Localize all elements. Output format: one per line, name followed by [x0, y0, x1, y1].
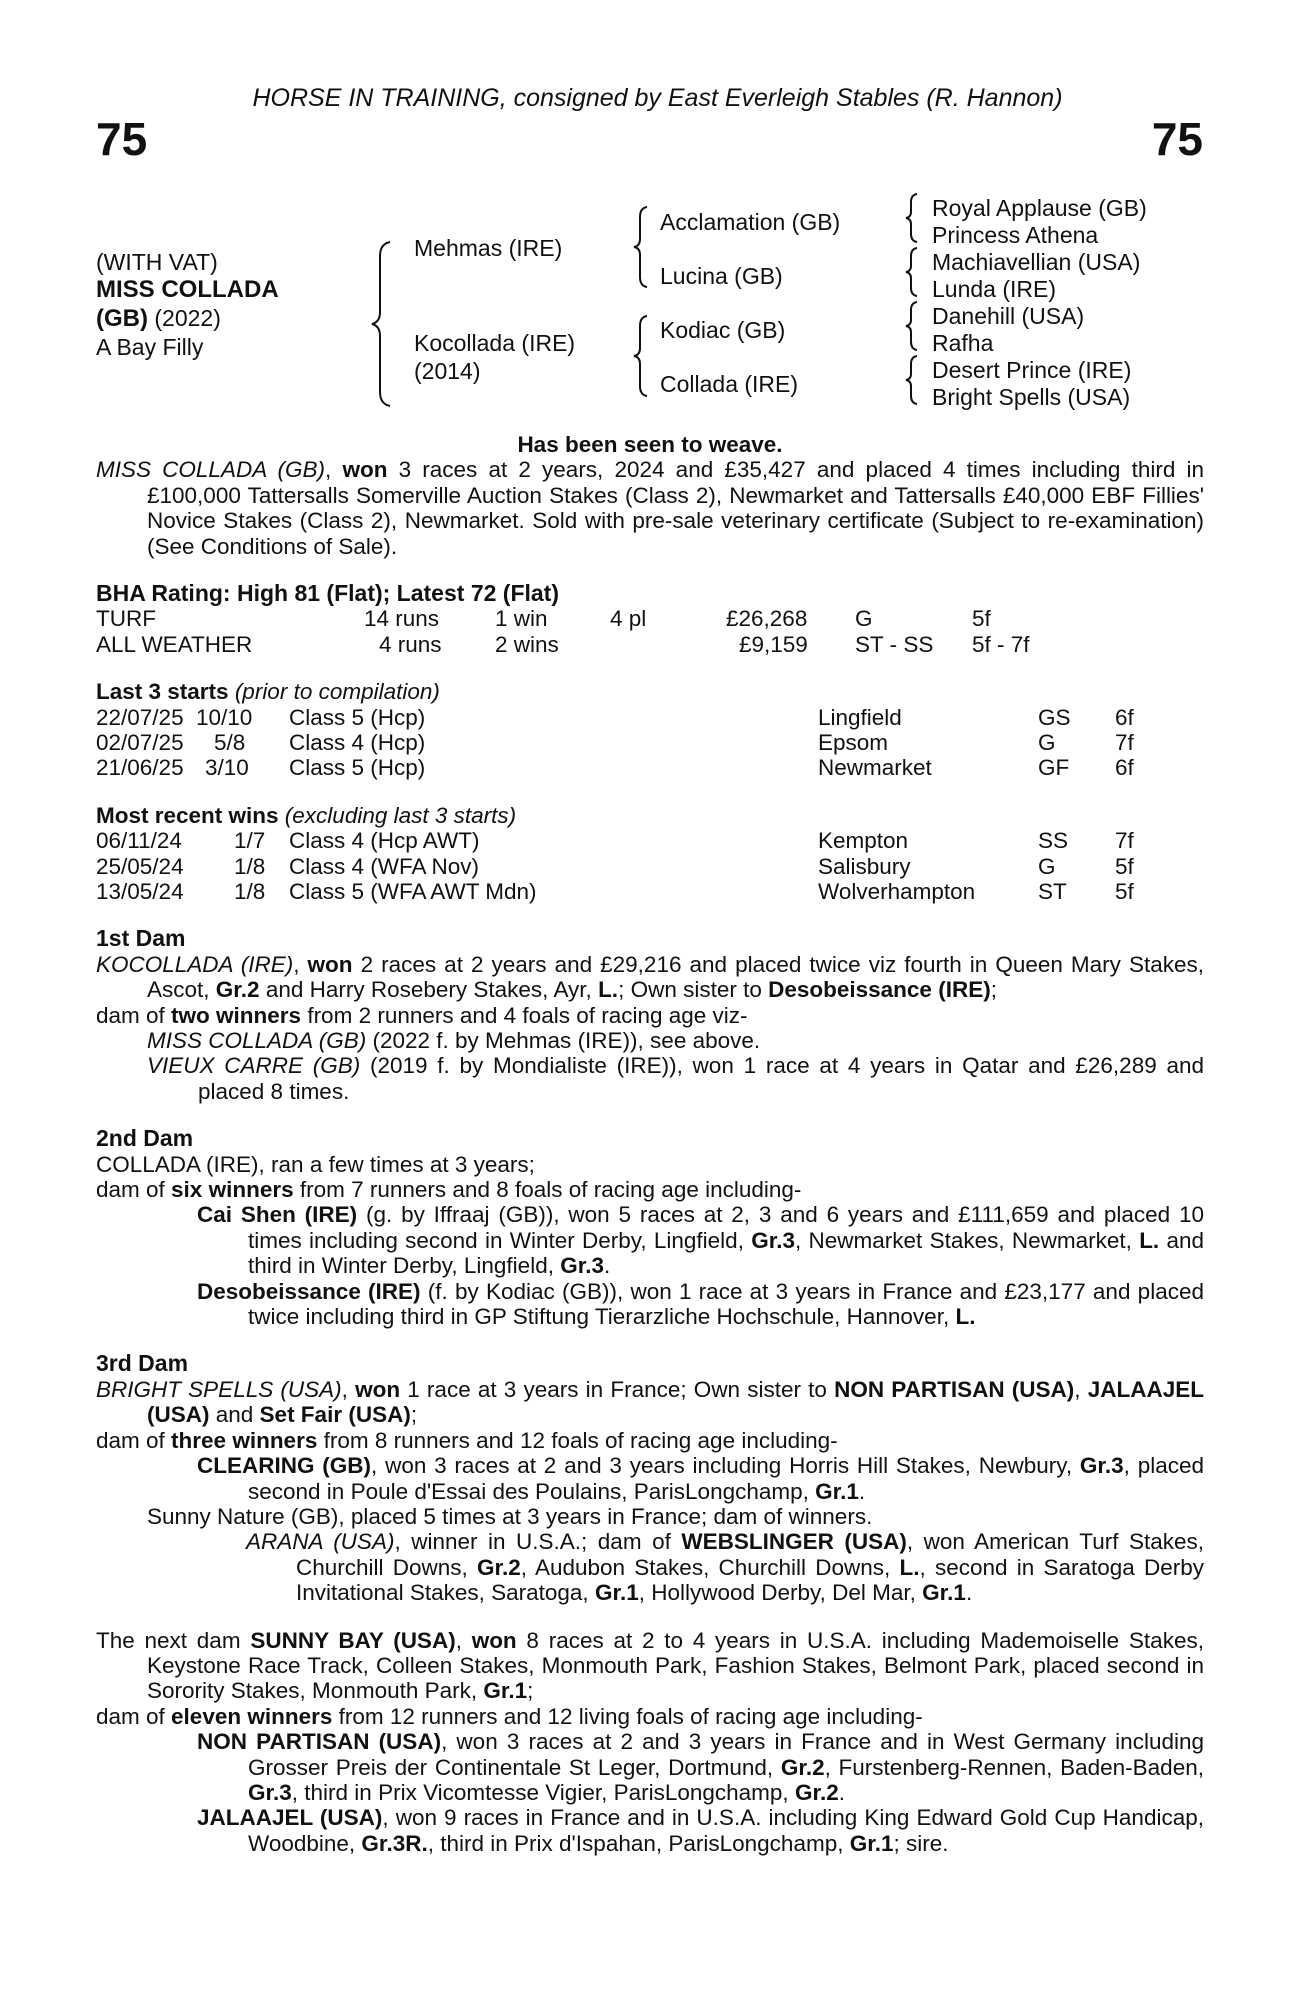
rating-dist: 5f - 7f	[972, 631, 1030, 657]
horse-name: MISS COLLADA	[96, 276, 279, 303]
dam2-foal	[96, 1202, 1204, 1278]
race-date: 13/05/24	[96, 878, 184, 904]
foal-name: Desobeissance (IRE)	[197, 1278, 421, 1304]
foal-text: (2019 f. by Mondialiste (IRE)), won 1 race at 4 years in Qatar and £26,289 and placed 8 times.	[198, 1053, 1204, 1104]
rating-going: ST - SS	[855, 631, 934, 657]
dam2-record: COLLADA (IRE), ran a few times at 3 years;	[96, 1151, 535, 1177]
grandfoal-grade: Gr.2	[476, 1554, 521, 1580]
foal-grade: Gr.1	[849, 1830, 894, 1856]
dam3-sibling: Set Fair (USA)	[259, 1402, 411, 1428]
race-date: 22/07/25	[96, 704, 184, 730]
dam1-record: KOCOLLADA (IRE), won 2 races at 2 years and £29,216 and placed twice viz fourth in Queen Mary Stakes, Ascot, Gr.2 and Harry Rosebery Stakes, Ayr, L.; Own sister to Desobeissance (IRE);	[96, 951, 1204, 1003]
race-going: SS	[1038, 828, 1069, 854]
foal-name: VIEUX CARRE (GB)	[147, 1053, 361, 1079]
race-row	[96, 879, 1204, 904]
foal-text-c: .	[858, 1478, 866, 1504]
pedigree-g3-4: Lunda (IRE)	[932, 276, 1057, 302]
grandfoal-text-c: , won American Turf Stakes, Churchill Downs,	[296, 1529, 1205, 1580]
foal-text-c: , third in Prix Vicomtesse Vigier, ParisLongchamp,	[291, 1779, 795, 1805]
race-going: G	[1038, 730, 1056, 756]
race-course: Newmarket	[818, 755, 932, 781]
dam1-produce	[96, 1003, 1204, 1028]
race-going: GS	[1038, 704, 1071, 730]
grandfoal-text-f: , Hollywood Derby, Del Mar,	[638, 1580, 923, 1606]
rating-surface: TURF	[96, 606, 156, 632]
race-distance: 5f	[1115, 878, 1134, 904]
dam2-produce	[96, 1177, 1204, 1202]
page-header: HORSE IN TRAINING, consigned by East Everleigh Stables (R. Hannon)	[252, 84, 1063, 112]
foal-text-d: .	[604, 1253, 611, 1279]
dam3-name: BRIGHT SPELLS (USA)	[96, 1376, 342, 1402]
rating-money: £9,159	[739, 631, 808, 657]
grandfoal-text-e: , second in Saratoga Derby Invitational Stakes, Saratoga,	[296, 1554, 1204, 1606]
race-course: Epsom	[818, 730, 889, 756]
nextdam-text-c: 8 races at 2 to 4 years in U.S.A. including Mademoiselle Stakes, Keystone Race Track, Colleen Stakes, Monmouth Park, Fashion Stakes, Belmont Park, placed second in Sorority Stakes, Monmouth Park,	[147, 1627, 1204, 1704]
race-course: Kempton	[818, 828, 909, 854]
pedigree-bracket-main	[370, 240, 394, 408]
recent-title-bold: Most recent wins	[96, 802, 279, 828]
race-date: 06/11/24	[96, 828, 182, 854]
pedigree-bracket-sire	[632, 205, 650, 289]
dam3-text-b: ,	[1074, 1376, 1088, 1402]
dam2-produce-b: six winners	[171, 1177, 294, 1203]
summary-name: MISS COLLADA (GB)	[96, 457, 326, 483]
dam3-text-d: ;	[410, 1402, 418, 1428]
dam1-grade: Gr.2	[215, 977, 260, 1003]
grandfoal-listed: L.	[899, 1554, 920, 1580]
nextdam-grade: Gr.1	[483, 1678, 528, 1704]
dam3-won: won	[355, 1376, 401, 1402]
grandfoal-winner: WEBSLINGER (USA)	[681, 1529, 907, 1555]
pedigree-bracket-g3-1	[904, 192, 920, 244]
race-class: Class 5 (Hcp)	[289, 755, 426, 781]
foal-text-a: (f. by Kodiac (GB)), won 1 race at 3 years in France and £23,177 and placed twice including third in GP Stiftung Tierarzliche Hochschule, Hannover,	[248, 1278, 1204, 1330]
pedigree-dam-year: (2014)	[414, 358, 481, 384]
foal-text-d: .	[838, 1779, 845, 1805]
horse-description: A Bay Filly	[96, 334, 204, 360]
race-class: Class 4 (WFA Nov)	[289, 853, 480, 879]
race-position: 1/7	[234, 828, 266, 854]
nextdam-name: SUNNY BAY (USA)	[250, 1627, 456, 1653]
race-distance: 6f	[1115, 755, 1134, 781]
race-date: 25/05/24	[96, 853, 184, 879]
pedigree-g3-6: Rafha	[932, 330, 994, 356]
vice-note: Has been seen to weave.	[517, 432, 783, 457]
rating-dist: 5f	[972, 606, 991, 632]
rating-wins: 1 win	[495, 606, 548, 632]
rating-runs: 4 runs	[379, 631, 442, 657]
pedigree-dam-dam: Collada (IRE)	[660, 371, 799, 397]
dam3-produce-a: dam of	[96, 1427, 172, 1453]
nextdam-record	[96, 1628, 1204, 1704]
dam3-produce	[96, 1428, 1204, 1453]
dam1-foal	[96, 1028, 1204, 1053]
rating-runs: 14 runs	[364, 606, 440, 632]
horse-summary: MISS COLLADA (GB), won 3 races at 2 years, 2024 and £35,427 and placed 4 times including third in £100,000 Tattersalls Somerville Auction Stakes (Class 2), Newmarket and Tattersalls £40,000 EBF Fillies' Novice Stakes (Class 2), Newmarket. Sold with pre-sale veterinary certificate (Subject to re-examination) (See Conditions of Sale).	[96, 457, 1205, 559]
race-date: 21/06/25	[96, 755, 184, 781]
foal-grade: Gr.2	[780, 1754, 825, 1780]
horse-identity	[96, 248, 279, 361]
last3-title-bold: Last 3 starts	[96, 679, 229, 705]
nextdam-won: won	[471, 1627, 517, 1653]
race-distance: 6f	[1115, 704, 1134, 730]
rating-surface: ALL WEATHER	[96, 631, 253, 657]
race-position: 10/10	[196, 704, 253, 730]
dam3-grandfoal	[96, 1529, 1204, 1605]
dam1-text-c: ; Own sister to	[618, 977, 769, 1003]
foal-grade: Gr.3	[248, 1779, 292, 1805]
foal-text-a: , won 9 races in France and in U.S.A. including King Edward Gold Cup Handicap, Woodbine,	[248, 1805, 1204, 1856]
foal-name: JALAAJEL (USA)	[197, 1805, 383, 1831]
dam3-foal: Sunny Nature (GB), placed 5 times at 3 years in France; dam of winners.	[147, 1503, 873, 1529]
catalogue-body	[96, 432, 1204, 1856]
dam2-foal	[96, 1279, 1204, 1330]
foal-text-b: , placed second in Poule d'Essai des Poulains, ParisLongchamp,	[248, 1453, 1204, 1504]
foal-grade: Gr.3	[560, 1253, 604, 1279]
pedigree-sire-dam: Lucina (GB)	[660, 263, 783, 289]
race-date: 02/07/25	[96, 730, 184, 756]
rating-placed: 4 pl	[610, 606, 647, 632]
horse-year: (2022)	[147, 305, 221, 331]
foal-grade: Gr.3	[1079, 1453, 1124, 1479]
nextdam-produce-b: eleven winners	[171, 1703, 333, 1729]
foal-text-b: , third in Prix d'Ispahan, ParisLongchamp,	[427, 1830, 850, 1856]
foal-text-a: (g. by Iffraaj (GB)), won 5 races at 2, 3 and 6 years and £111,659 and placed 10 times including second in Winter Derby, Lingfield,	[248, 1202, 1204, 1253]
foal-text-c: ; sire.	[893, 1830, 949, 1856]
nextdam-produce-a: dam of	[96, 1703, 172, 1729]
foal-text-c: and third in Winter Derby, Lingfield,	[248, 1227, 1204, 1279]
nextdam-produce-c: from 12 runners and 12 living foals of racing age including-	[332, 1703, 923, 1729]
race-row	[96, 755, 1204, 780]
summary-won: won	[342, 457, 388, 483]
race-position: 1/8	[234, 853, 266, 879]
dam1-title: 1st Dam	[96, 925, 186, 952]
dam2-title: 2nd Dam	[96, 1125, 194, 1152]
rating-going: G	[855, 606, 873, 632]
foal-grade: Gr.2	[794, 1779, 839, 1805]
dam1-text-d: ;	[990, 977, 997, 1003]
foal-grade: Gr.1	[815, 1478, 859, 1504]
dam3-produce-b: three winners	[171, 1427, 318, 1453]
dam3-produce-c: from 8 runners and 12 foals of racing age including-	[317, 1427, 838, 1453]
pedigree-g3-7: Desert Prince (IRE)	[932, 357, 1132, 383]
race-distance: 7f	[1115, 828, 1134, 854]
race-row	[96, 854, 1204, 879]
grandfoal-grade: Gr.1	[922, 1580, 966, 1606]
dam2-produce-c: from 7 runners and 8 foals of racing age including-	[293, 1177, 802, 1203]
race-course: Lingfield	[818, 704, 902, 730]
foal-text: (2022 f. by Mehmas (IRE)), see above.	[366, 1028, 761, 1053]
rating-money: £26,268	[726, 606, 808, 632]
lot-number-left: 75	[96, 113, 148, 165]
race-class: Class 5 (WFA AWT Mdn)	[289, 878, 537, 904]
nextdam-produce	[96, 1704, 1204, 1729]
dam1-listed: L.	[598, 977, 619, 1003]
dam3-text-a: 1 race at 3 years in France; Own sister to	[400, 1376, 835, 1402]
dam1-sister: Desobeissance (IRE)	[768, 977, 991, 1003]
rating-title: BHA Rating: High 81 (Flat); Latest 72 (Flat)	[96, 580, 559, 607]
race-distance: 5f	[1115, 853, 1134, 879]
foal-name: MISS COLLADA (GB)	[147, 1028, 367, 1053]
dam1-won: won	[307, 951, 353, 977]
race-going: ST	[1038, 878, 1067, 904]
dam3-record: BRIGHT SPELLS (USA), won 1 race at 3 years in France; Own sister to NON PARTISAN (USA), JALAAJEL (USA) and Set Fair (USA);	[96, 1376, 1204, 1428]
foal-name: Cai Shen (IRE)	[197, 1202, 358, 1228]
race-course: Salisbury	[818, 853, 911, 879]
dam1-text-b: and Harry Rosebery Stakes, Ayr,	[259, 977, 599, 1003]
race-class: Class 5 (Hcp)	[289, 704, 426, 730]
foal-listed: L.	[1139, 1227, 1160, 1253]
foal-name: CLEARING (GB)	[197, 1453, 372, 1479]
race-going: GF	[1038, 755, 1070, 781]
race-going: G	[1038, 853, 1056, 879]
foal-grade: Gr.3	[751, 1227, 795, 1253]
rating-row	[96, 632, 1204, 657]
pedigree-bracket-dam	[632, 314, 650, 398]
pedigree-sire-sire: Acclamation (GB)	[660, 209, 841, 235]
grandfoal-grade: Gr.1	[594, 1580, 639, 1606]
pedigree-g3-8: Bright Spells (USA)	[932, 384, 1131, 410]
dam1-foal	[96, 1053, 1204, 1104]
horse-origin: (GB)	[96, 305, 148, 332]
dam1-name: KOCOLLADA (IRE)	[96, 951, 294, 977]
rating-row	[96, 606, 1204, 631]
last3-title	[96, 679, 1204, 704]
summary-text: 3 races at 2 years, 2024 and £35,427 and placed 4 times including third in £100,000 Tattersalls Somerville Auction Stakes (Class 2), Newmarket and Tattersalls £40,000 EBF Fillies' Novice Stakes (Class 2), Newmarket. Sold with pre-sale veterinary certificate (Subject to re-examination) (See Conditions of Sale).	[147, 457, 1205, 559]
dam3-foal	[96, 1453, 1204, 1504]
foal-listed: L.	[955, 1304, 976, 1330]
nextdam-foal	[96, 1729, 1204, 1805]
nextdam-text-b: ,	[455, 1627, 472, 1653]
vat-label: (WITH VAT)	[96, 249, 218, 275]
nextdam-text-a: The next dam	[96, 1627, 251, 1653]
pedigree-dam-sire: Kodiac (GB)	[660, 317, 786, 343]
pedigree-g3-5: Danehill (USA)	[932, 303, 1085, 329]
dam1-produce-b: two winners	[171, 1002, 302, 1028]
race-position: 1/8	[234, 878, 266, 904]
pedigree-bracket-g3-4	[904, 354, 920, 406]
foal-name: NON PARTISAN (USA)	[197, 1729, 442, 1755]
dam1-text-a: 2 races at 2 years and £29,216 and placed twice viz fourth in Queen Mary Stakes, Ascot,	[147, 951, 1204, 1003]
pedigree-sire: Mehmas (IRE)	[414, 235, 563, 261]
foal-grade: Gr.3R.	[361, 1830, 428, 1856]
race-distance: 7f	[1115, 730, 1134, 756]
foal-text-b: , Newmarket Stakes, Newmarket,	[795, 1227, 1140, 1253]
pedigree-bracket-g3-3	[904, 300, 920, 352]
grandfoal-name: ARANA (USA)	[246, 1529, 395, 1555]
race-class: Class 4 (Hcp AWT)	[289, 828, 480, 854]
race-position: 5/8	[214, 730, 246, 756]
dam3-sibling: JALAAJEL (USA)	[147, 1376, 1204, 1428]
dam2-produce-a: dam of	[96, 1177, 172, 1203]
race-row	[96, 705, 1204, 730]
foal-text-b: , Furstenberg-Rennen, Baden-Baden,	[824, 1754, 1204, 1780]
last3-title-italic: (prior to compilation)	[228, 679, 440, 705]
grandfoal-text-a: , winner in U.S.A.; dam of	[394, 1529, 682, 1555]
pedigree-g3-3: Machiavellian (USA)	[932, 249, 1141, 275]
pedigree-dam: Kocollada (IRE)	[414, 330, 576, 356]
dam3-sibling: NON PARTISAN (USA)	[834, 1376, 1075, 1402]
pedigree-g3-2: Princess Athena	[932, 222, 1099, 248]
rating-wins: 2 wins	[495, 631, 559, 657]
dam3-text-c: and	[209, 1402, 260, 1428]
nextdam-text-d: ;	[527, 1678, 534, 1704]
race-row	[96, 730, 1204, 755]
pedigree-bracket-g3-2	[904, 246, 920, 298]
race-row	[96, 828, 1204, 853]
foal-text-a: , won 3 races at 2 and 3 years in France and in West Germany including Grosser Preis der Continentale St Leger, Dortmund,	[248, 1729, 1204, 1780]
dam1-produce-c: from 2 runners and 4 foals of racing age viz-	[301, 1002, 748, 1028]
recent-title-italic: (excluding last 3 starts)	[278, 802, 517, 828]
grandfoal-text-g: .	[965, 1580, 973, 1606]
nextdam-foal	[96, 1805, 1204, 1856]
recent-title	[96, 803, 1204, 828]
grandfoal-text-d: , Audubon Stakes, Churchill Downs,	[520, 1554, 900, 1580]
dam3-title: 3rd Dam	[96, 1350, 189, 1377]
race-position: 3/10	[205, 755, 249, 781]
race-class: Class 4 (Hcp)	[289, 730, 426, 756]
foal-text-a: , won 3 races at 2 and 3 years including Horris Hill Stakes, Newbury,	[371, 1453, 1080, 1479]
pedigree-g3-1: Royal Applause (GB)	[932, 195, 1147, 221]
dam1-produce-a: dam of	[96, 1002, 172, 1028]
race-course: Wolverhampton	[818, 878, 976, 904]
lot-number-right: 75	[1151, 113, 1203, 165]
